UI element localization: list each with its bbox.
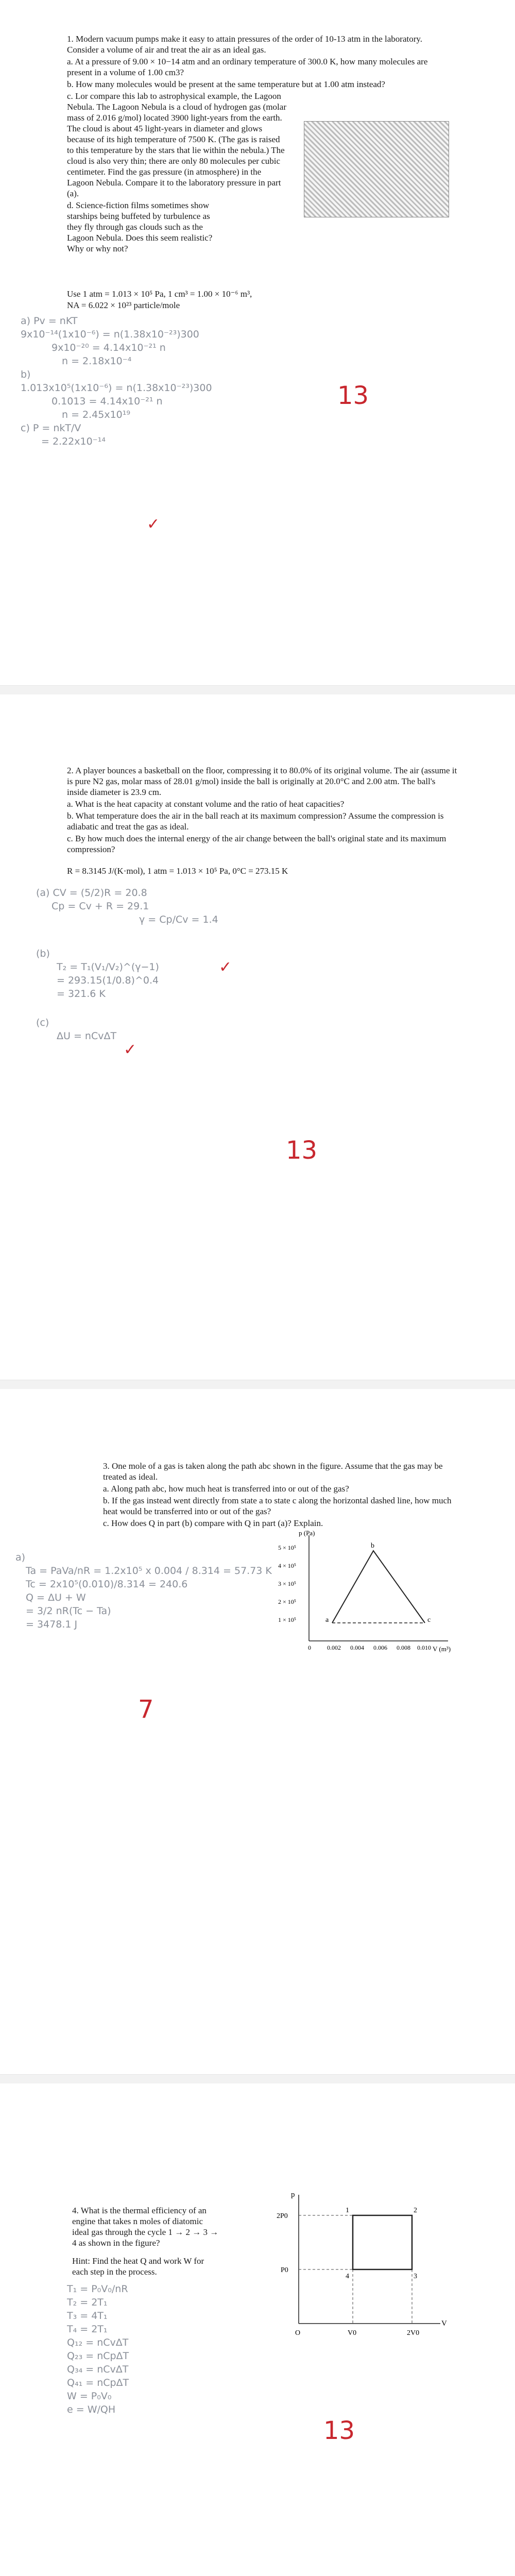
x-tick-label: O	[295, 2329, 301, 2337]
point-label: 3	[414, 2273, 417, 2280]
lagoon-nebula-photo	[304, 121, 449, 217]
problem-2-constants: R = 8.3145 J/(K·mol), 1 atm = 1.013 × 10⁵ Pa, 0°C = 273.15 K	[67, 866, 288, 876]
y-axis-label: p (Pa)	[299, 1530, 315, 1537]
y-tick-label: P0	[281, 2266, 288, 2274]
x-tick-label: 0.010	[417, 1644, 431, 1651]
path-abc	[332, 1551, 425, 1623]
check-mark-icon: ✓	[219, 958, 232, 976]
problem-2-handwritten-work: (a) CV = (5/2)R = 20.8 Cp = Cv + R = 29.1 γ = Cp/Cv = 1.4 (b) T₂ = T₁(V₁/V₂)^(γ−1) = 293.15(1/0.8)^0.4 = 321.6 K (c) ΔU = nCvΔT	[36, 887, 218, 1042]
point-label: b	[371, 1542, 374, 1550]
x-axis-label: V	[441, 2319, 447, 2328]
problem-3-text: 3. One mole of a gas is taken along the path abc shown in the figure. Assume that the gas may be treated as ideal. a. Along path abc, how much heat is transferred into or out of the gas? b. If the gas instead went directly from state a to state c along the horizontal dashed line, how much heat would be transferred into or out of the gas? c. How does Q in part (b) compare with Q in part (a)? Explain.	[103, 1461, 452, 1528]
problem-2-text: 2. A player bounces a basketball on the floor, compressing it to 80.0% of its original volume. The air (assume it is pure N2 gas, molar mass of 28.01 g/mol) inside the ball is originally at 20.0°C and 2.00 atm. The ball's inside diameter is 23.9 cm. a. What is the heat capacity at constant volume and the ratio of heat capacities? b. What temperature does the air in the ball reach at its maximum compression? Assume the compression is adiabatic and treat the gas as ideal. c. By how much does the internal energy of the air change between the ball's original state and its maximum compression?	[67, 766, 457, 854]
x-tick-label: 0	[308, 1644, 311, 1651]
point-label: 4	[346, 2273, 349, 2280]
page-separator	[0, 1380, 515, 1390]
x-tick-label: 0.004	[350, 1644, 364, 1651]
x-tick-label: 0.002	[327, 1644, 341, 1651]
x-tick-label: 2V0	[407, 2329, 420, 2337]
x-tick-label: V0	[348, 2329, 357, 2337]
grade-mark: 13	[323, 2416, 355, 2445]
problem-1-constants: Use 1 atm = 1.013 × 10⁵ Pa, 1 cm³ = 1.00 × 10⁻⁶ m³, NA = 6.022 × 10²³ particle/mole	[67, 289, 252, 310]
y-tick-label: 2P0	[277, 2212, 288, 2220]
y-tick-label: 5 × 10⁵	[278, 1544, 296, 1551]
grade-mark: 7	[138, 1695, 154, 1724]
problem-1-text: 1. Modern vacuum pumps make it easy to attain pressures of the order of 10-13 atm in the laboratory. Consider a volume of air and treat the air as an ideal gas. a. At a pressure of 9.00 × 10−14 atm and an ordinary temperature of 300.0 K, how many molecules are present in a volume of 1.00 cm3? b. How many molecules would be present at the same temperature but at 1.00 atm instead? c. Lor compare this lab to astrophysical example, the Lagoon Nebula. The Lagoon Nebula is a cloud of hydrogen gas (molar mass of 2.016 g/mol) located 3900 light-years from the earth. The cloud is about 45 light-years in diameter and glows because of its high temperature of 7500 K. (The gas is raised to this temperature by the stars that lie within the nebula.) The cloud is also very thin; there are only 80 molecules per cubic centimeter. Find the gas pressure (in atmosphere) in the Lagoon Nebula. Compare it to the laboratory pressure in part (a). d. Science-fiction films sometimes show starships being buffeted by turbulence as they fly through gas clouds such as the Lagoon Nebula. Does this seem realistic? Why or why not?	[67, 34, 428, 253]
x-tick-label: 0.008	[397, 1644, 410, 1651]
problem-4-text: 4. What is the thermal efficiency of an engine that takes n moles of diatomic ideal gas through the cycle 1 → 2 → 3 → 4 as shown in the figure? Hint: Find the heat Q and work W for each step in the process.	[72, 2206, 219, 2277]
x-axis-label: V (m³)	[433, 1645, 451, 1653]
y-tick-label: 4 × 10⁵	[278, 1562, 296, 1569]
problem-3-handwritten-work: a) Ta = PaVa/nR = 1.2x10⁵ x 0.004 / 8.314 = 57.73 K Tc = 2x10⁵(0.010)/8.314 = 240.6 Q = ΔU + W = 3/2 nR(Tc − Ta) = 3478.1 J	[15, 1552, 272, 1630]
check-mark-icon: ✓	[147, 515, 160, 533]
y-tick-label: 3 × 10⁵	[278, 1580, 296, 1587]
point-label: c	[427, 1616, 431, 1624]
y-axis-label: p	[291, 2191, 295, 2199]
cycle-path	[353, 2215, 412, 2269]
y-tick-label: 1 × 10⁵	[278, 1616, 296, 1623]
problem-1-handwritten-work: a) Pv = nKT 9x10⁻¹⁴(1x10⁻⁶) = n(1.38x10⁻²³)300 9x10⁻²⁰ = 4.14x10⁻²¹ n n = 2.18x10⁻⁴ b) 1.013x10⁵(1x10⁻⁶) = n(1.38x10⁻²³)300 0.1013 = 4.14x10⁻²¹ n n = 2.45x10¹⁹ c) P = nkT/V = 2.22x10⁻¹⁴	[21, 315, 212, 447]
problem-3-pv-diagram	[278, 1530, 464, 1659]
point-label: 1	[346, 2207, 349, 2214]
problem-4-pv-diagram	[276, 2190, 451, 2344]
check-mark-icon: ✓	[124, 1041, 137, 1059]
x-tick-label: 0.006	[373, 1644, 387, 1651]
point-label: 2	[414, 2207, 417, 2214]
y-tick-label: 2 × 10⁵	[278, 1598, 296, 1605]
point-label: a	[325, 1616, 329, 1624]
problem-4-handwritten-work: T₁ = P₀V₀/nR T₂ = 2T₁ T₃ = 4T₁ T₄ = 2T₁ Q₁₂ = nCvΔT Q₂₃ = nCpΔT Q₃₄ = nCvΔT Q₄₁ = nCpΔT W = P₀V₀ e = W/QH	[67, 2283, 129, 2415]
page-separator	[0, 685, 515, 696]
grade-mark: 13	[337, 381, 369, 410]
grade-mark: 13	[286, 1136, 318, 1165]
page-separator	[0, 2074, 515, 2084]
